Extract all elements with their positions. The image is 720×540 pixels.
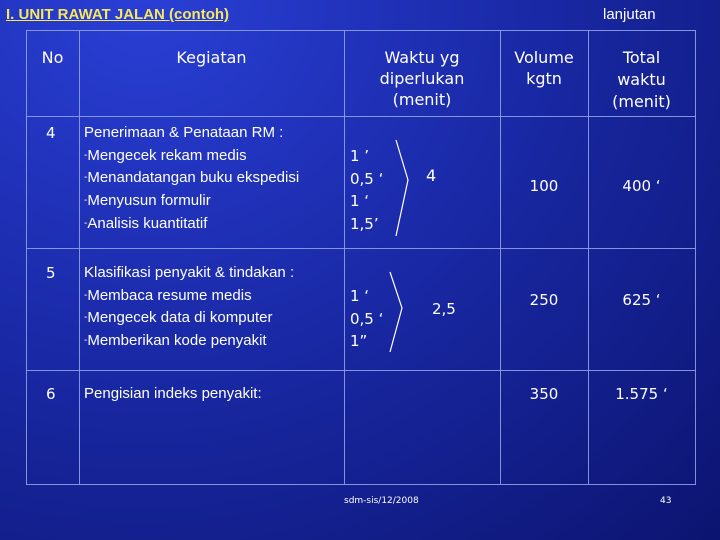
activity-title: Penerimaan & Penataan RM :: [84, 124, 284, 141]
header-total: [588, 47, 695, 113]
volume-cell: 100: [529, 177, 559, 195]
time-value: 0,5 ‘: [350, 309, 384, 328]
activity-title: Pengisian indeks penyakit:: [84, 385, 262, 402]
header-waktu: [344, 47, 500, 110]
activity-subitem: -Mengecek rekam medis: [84, 146, 247, 164]
page-number: 43: [660, 496, 672, 506]
time-value: 1”: [350, 332, 368, 350]
activity-subitem: -Menyusun formulir: [84, 192, 211, 210]
time-value: 1 ‘: [350, 192, 370, 210]
header-waktu-line: Waktu yg: [384, 48, 460, 67]
activity-cell: [84, 122, 342, 235]
header-waktu-line: diperlukan: [379, 69, 465, 88]
volume-cell: 350: [529, 385, 559, 403]
time-value: 1,5’: [350, 214, 379, 233]
header-no: No: [41, 48, 64, 67]
brace-icon: [386, 272, 410, 354]
header-waktu-line: (menit): [392, 90, 452, 109]
time-value: 0,5 ‘: [350, 169, 384, 188]
table-hline: [26, 370, 696, 371]
total-cell: 1.575 ‘: [615, 385, 668, 403]
header-total-line: (menit): [612, 92, 671, 111]
header-volume-line: kgtn: [526, 69, 562, 88]
header-total-line: waktu: [617, 70, 666, 89]
volume-cell: 250: [529, 291, 559, 309]
table-hline: [26, 30, 696, 31]
total-cell: 625 ‘: [622, 291, 661, 309]
total-cell: 400 ‘: [622, 177, 661, 195]
table-hline: [26, 116, 696, 117]
header-total-line: Total: [622, 48, 661, 67]
row-number: 6: [46, 385, 56, 403]
time-value: 1 ‘: [350, 287, 370, 305]
time-sum: 2,5: [432, 300, 456, 318]
activity-subitem: -Menandatangan buku ekspedisi: [84, 169, 300, 187]
time-value: 1 ’: [350, 147, 370, 165]
time-list: [350, 285, 383, 353]
row-number: 5: [46, 264, 56, 282]
activity-subitem: -Analisis kuantitatif: [84, 214, 208, 232]
time-sum: 4: [426, 166, 437, 185]
activity-subitem: -Memberikan kode penyakit: [84, 332, 267, 350]
header-volume: [500, 47, 588, 89]
table-vline: [26, 30, 27, 484]
continued-label: lanjutan: [603, 6, 656, 23]
footer-source: sdm-sis/12/2008: [344, 496, 419, 506]
table-hline: [26, 484, 696, 485]
header-volume-line: Volume: [514, 48, 574, 67]
brace-icon: [392, 140, 416, 238]
header-kegiatan: Kegiatan: [176, 48, 247, 67]
table-vline: [79, 30, 80, 484]
time-list: [350, 145, 383, 235]
activity-title: Klasifikasi penyakit & tindakan :: [84, 264, 295, 281]
row-number: 4: [46, 124, 56, 142]
table-vline: [695, 30, 696, 484]
activity-subitem: -Mengecek data di komputer: [84, 309, 273, 327]
table-vline: [500, 30, 501, 484]
activity-cell: [84, 262, 342, 353]
table-hline: [26, 248, 696, 249]
slide-title: I. UNIT RAWAT JALAN (contoh): [6, 6, 230, 23]
activity-subitem: -Membaca resume medis: [84, 286, 252, 304]
